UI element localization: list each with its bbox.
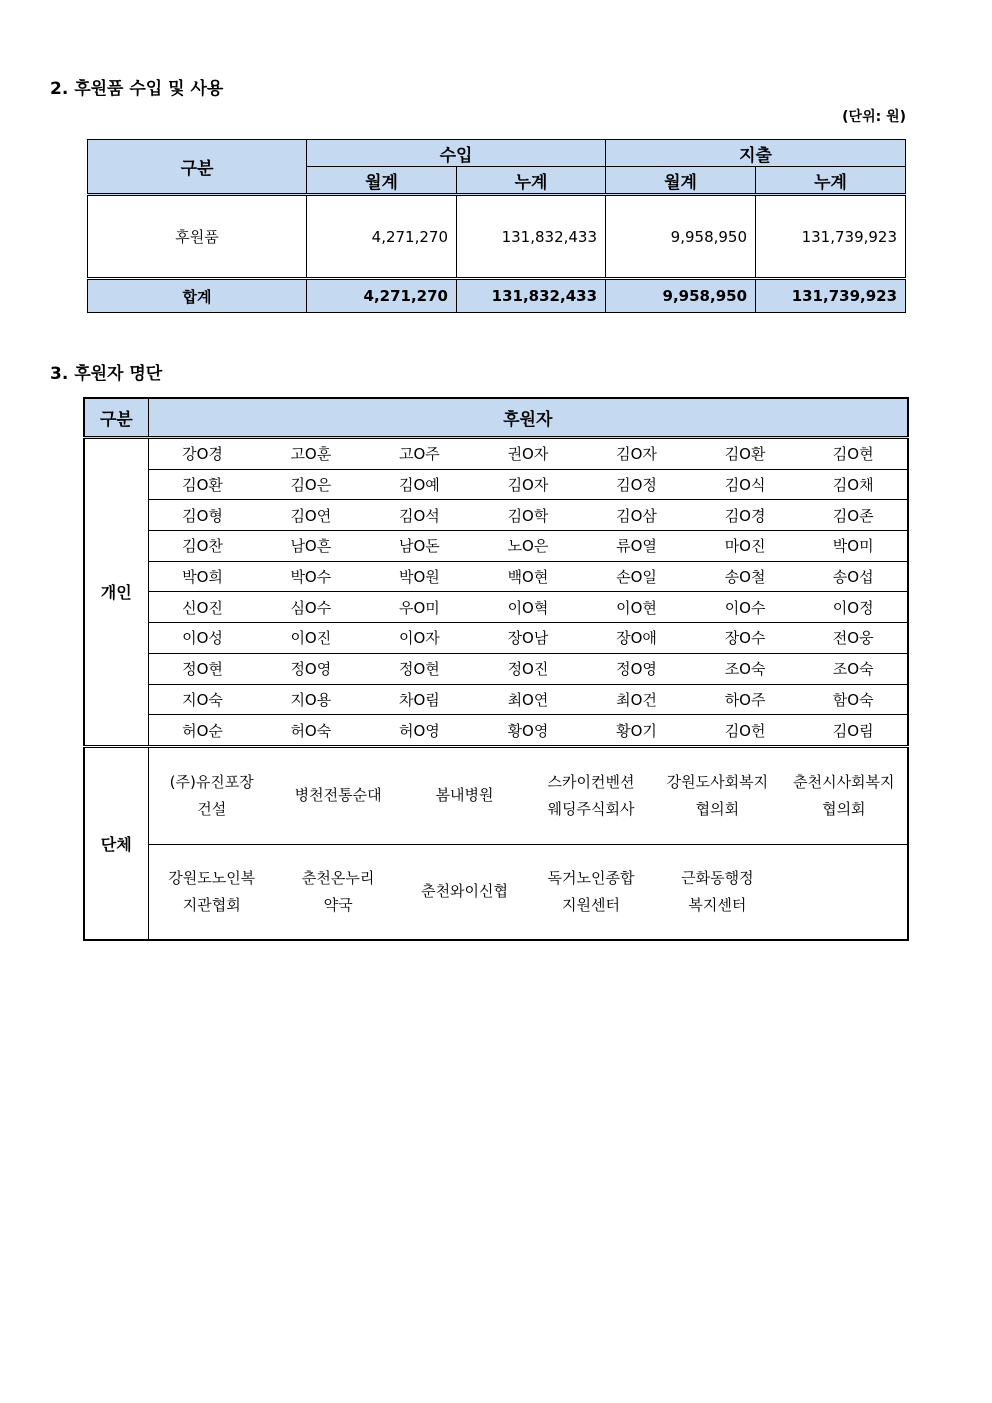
header-expense-cumulative: 누계 (756, 167, 906, 195)
donation-goods-table (87, 139, 906, 313)
group-category-label: 단체 (84, 746, 148, 940)
donor-name: 조O숙 (691, 653, 800, 684)
header-income: 수입 (307, 140, 606, 167)
donor-name: 황O영 (474, 715, 583, 747)
group-name-line: 웨딩주식회사 (547, 799, 635, 818)
income-cumulative-value: 131,832,433 (457, 195, 606, 279)
group-name-line: 강원도노인복 (168, 868, 256, 887)
donor-name: 차O림 (365, 684, 474, 715)
donor-name: 노O은 (474, 531, 583, 562)
group-name (528, 769, 654, 823)
group-row (84, 844, 908, 940)
donor-name: 김O헌 (691, 715, 800, 747)
donor-name: 이O수 (691, 592, 800, 623)
group-cell-container (148, 746, 908, 844)
donor-name: 남O흔 (257, 531, 366, 562)
header-income-cumulative: 누계 (457, 167, 606, 195)
donor-name: 장O애 (582, 623, 691, 654)
group-name-line: 협의회 (695, 799, 740, 818)
donor-name: 김O환 (148, 469, 257, 500)
group-name (654, 865, 780, 919)
income-monthly-value: 4,271,270 (307, 195, 457, 279)
donor-name: 김O연 (257, 500, 366, 531)
group-name (275, 865, 401, 919)
table-row (88, 195, 906, 279)
total-expense-monthly: 9,958,950 (606, 279, 756, 313)
total-row (88, 279, 906, 313)
total-income-cumulative: 131,832,433 (457, 279, 606, 313)
donor-name: 박O수 (257, 561, 366, 592)
donor-name: 정O진 (474, 653, 583, 684)
donor-name: 강O경 (148, 438, 257, 470)
donor-name: 김O찬 (148, 531, 257, 562)
individual-row (84, 684, 908, 715)
group-name-line: 약국 (323, 895, 353, 914)
individual-row (84, 438, 908, 470)
donor-name: 김O자 (474, 469, 583, 500)
total-expense-cumulative: 131,739,923 (756, 279, 906, 313)
donor-name: 김O형 (148, 500, 257, 531)
donor-name: 김O현 (799, 438, 908, 470)
donor-name: 이O성 (148, 623, 257, 654)
donor-name: 김O석 (365, 500, 474, 531)
donor-name: 김O예 (365, 469, 474, 500)
donor-name: 이O혁 (474, 592, 583, 623)
group-name-line: 복지센터 (688, 895, 747, 914)
donor-name: 마O진 (691, 531, 800, 562)
donor-name: 지O숙 (148, 684, 257, 715)
donor-name: 고O주 (365, 438, 474, 470)
group-name (528, 865, 654, 919)
group-name (149, 865, 275, 919)
donor-name: 신O진 (148, 592, 257, 623)
donor-name: 박O원 (365, 561, 474, 592)
individual-row (84, 592, 908, 623)
individual-row (84, 531, 908, 562)
individual-category-label: 개인 (84, 438, 148, 747)
donor-header-category: 구분 (84, 398, 148, 438)
donor-name: 이O자 (365, 623, 474, 654)
group-name (781, 769, 907, 823)
donor-name: 황O기 (582, 715, 691, 747)
donor-list-table (83, 397, 909, 941)
group-name-line: 근화동행정 (681, 868, 754, 887)
donor-name: 송O철 (691, 561, 800, 592)
donor-name: 김O은 (257, 469, 366, 500)
donor-name: 김O정 (582, 469, 691, 500)
donor-name: 김O경 (691, 500, 800, 531)
donor-name: 정O영 (257, 653, 366, 684)
row-label: 후원품 (88, 195, 307, 279)
donor-name: 하O주 (691, 684, 800, 715)
header-category: 구분 (88, 140, 307, 195)
donor-name: 박O미 (799, 531, 908, 562)
donor-name: 이O진 (257, 623, 366, 654)
header-expense: 지출 (606, 140, 906, 167)
group-name (401, 782, 527, 809)
group-name-line: 춘천시사회복지 (793, 772, 895, 791)
group-name-line: 독거노인종합 (547, 868, 635, 887)
individual-row (84, 469, 908, 500)
donor-name: 남O돈 (365, 531, 474, 562)
group-name-line: 협의회 (822, 799, 866, 818)
donor-name: 김O자 (582, 438, 691, 470)
individual-row (84, 500, 908, 531)
section-title-donation-goods: 2. 후원품 수입 및 사용 (50, 79, 224, 99)
donor-name: 장O남 (474, 623, 583, 654)
donor-header-donors: 후원자 (148, 398, 908, 438)
donor-name: 조O숙 (799, 653, 908, 684)
donor-name: 김O림 (799, 715, 908, 747)
group-name (149, 769, 275, 823)
header-income-monthly: 월계 (307, 167, 457, 195)
donor-name: 정O현 (365, 653, 474, 684)
group-name (654, 769, 780, 823)
section-title-donor-list: 3. 후원자 명단 (50, 364, 163, 384)
group-name-line: 병천전통순대 (294, 786, 382, 805)
donor-name: 이O정 (799, 592, 908, 623)
donor-name: 허O순 (148, 715, 257, 747)
donor-name: 이O현 (582, 592, 691, 623)
group-name-line: 춘천온누리 (301, 868, 375, 887)
total-income-monthly: 4,271,270 (307, 279, 457, 313)
donor-name: 최O연 (474, 684, 583, 715)
group-name-line: 지관협회 (182, 895, 241, 914)
donor-name: 김O삼 (582, 500, 691, 531)
donor-name: 정O영 (582, 653, 691, 684)
individual-row (84, 623, 908, 654)
individual-row (84, 653, 908, 684)
donor-name: 심O수 (257, 592, 366, 623)
donor-name: 고O훈 (257, 438, 366, 470)
donor-name: 장O수 (691, 623, 800, 654)
unit-label: (단위: 원) (842, 109, 906, 125)
donor-name: 김O존 (799, 500, 908, 531)
donor-name: 김O학 (474, 500, 583, 531)
donor-name: 함O숙 (799, 684, 908, 715)
donor-name: 김O식 (691, 469, 800, 500)
group-name-line: 춘천와이신협 (421, 882, 509, 901)
header-expense-monthly: 월계 (606, 167, 756, 195)
donor-name: 허O영 (365, 715, 474, 747)
total-label: 합계 (88, 279, 307, 313)
donor-name: 송O섭 (799, 561, 908, 592)
donor-name: 손O일 (582, 561, 691, 592)
group-cell-container (148, 844, 908, 940)
donor-name: 정O현 (148, 653, 257, 684)
group-name-line: 스카이컨벤션 (547, 772, 635, 791)
donor-name: 김O환 (691, 438, 800, 470)
expense-monthly-value: 9,958,950 (606, 195, 756, 279)
individual-row (84, 561, 908, 592)
donor-name: 지O용 (257, 684, 366, 715)
expense-cumulative-value: 131,739,923 (756, 195, 906, 279)
group-name (275, 782, 401, 809)
group-name-line: 강원도사회복지 (666, 772, 769, 791)
donor-name: 류O열 (582, 531, 691, 562)
donor-name: 허O숙 (257, 715, 366, 747)
donor-name: 백O현 (474, 561, 583, 592)
donor-name: 김O채 (799, 469, 908, 500)
group-name (401, 878, 527, 905)
individual-row (84, 715, 908, 747)
group-name-line: 건설 (197, 799, 227, 818)
group-name-line: 봄내병원 (435, 786, 494, 805)
donor-name: 전O웅 (799, 623, 908, 654)
donor-name: 우O미 (365, 592, 474, 623)
group-name-line: 지원센터 (561, 895, 620, 914)
group-row (84, 746, 908, 844)
donor-name: 박O희 (148, 561, 257, 592)
donor-name: 권O자 (474, 438, 583, 470)
group-name-line: (주)유진포장 (169, 772, 254, 791)
donor-name: 최O건 (582, 684, 691, 715)
